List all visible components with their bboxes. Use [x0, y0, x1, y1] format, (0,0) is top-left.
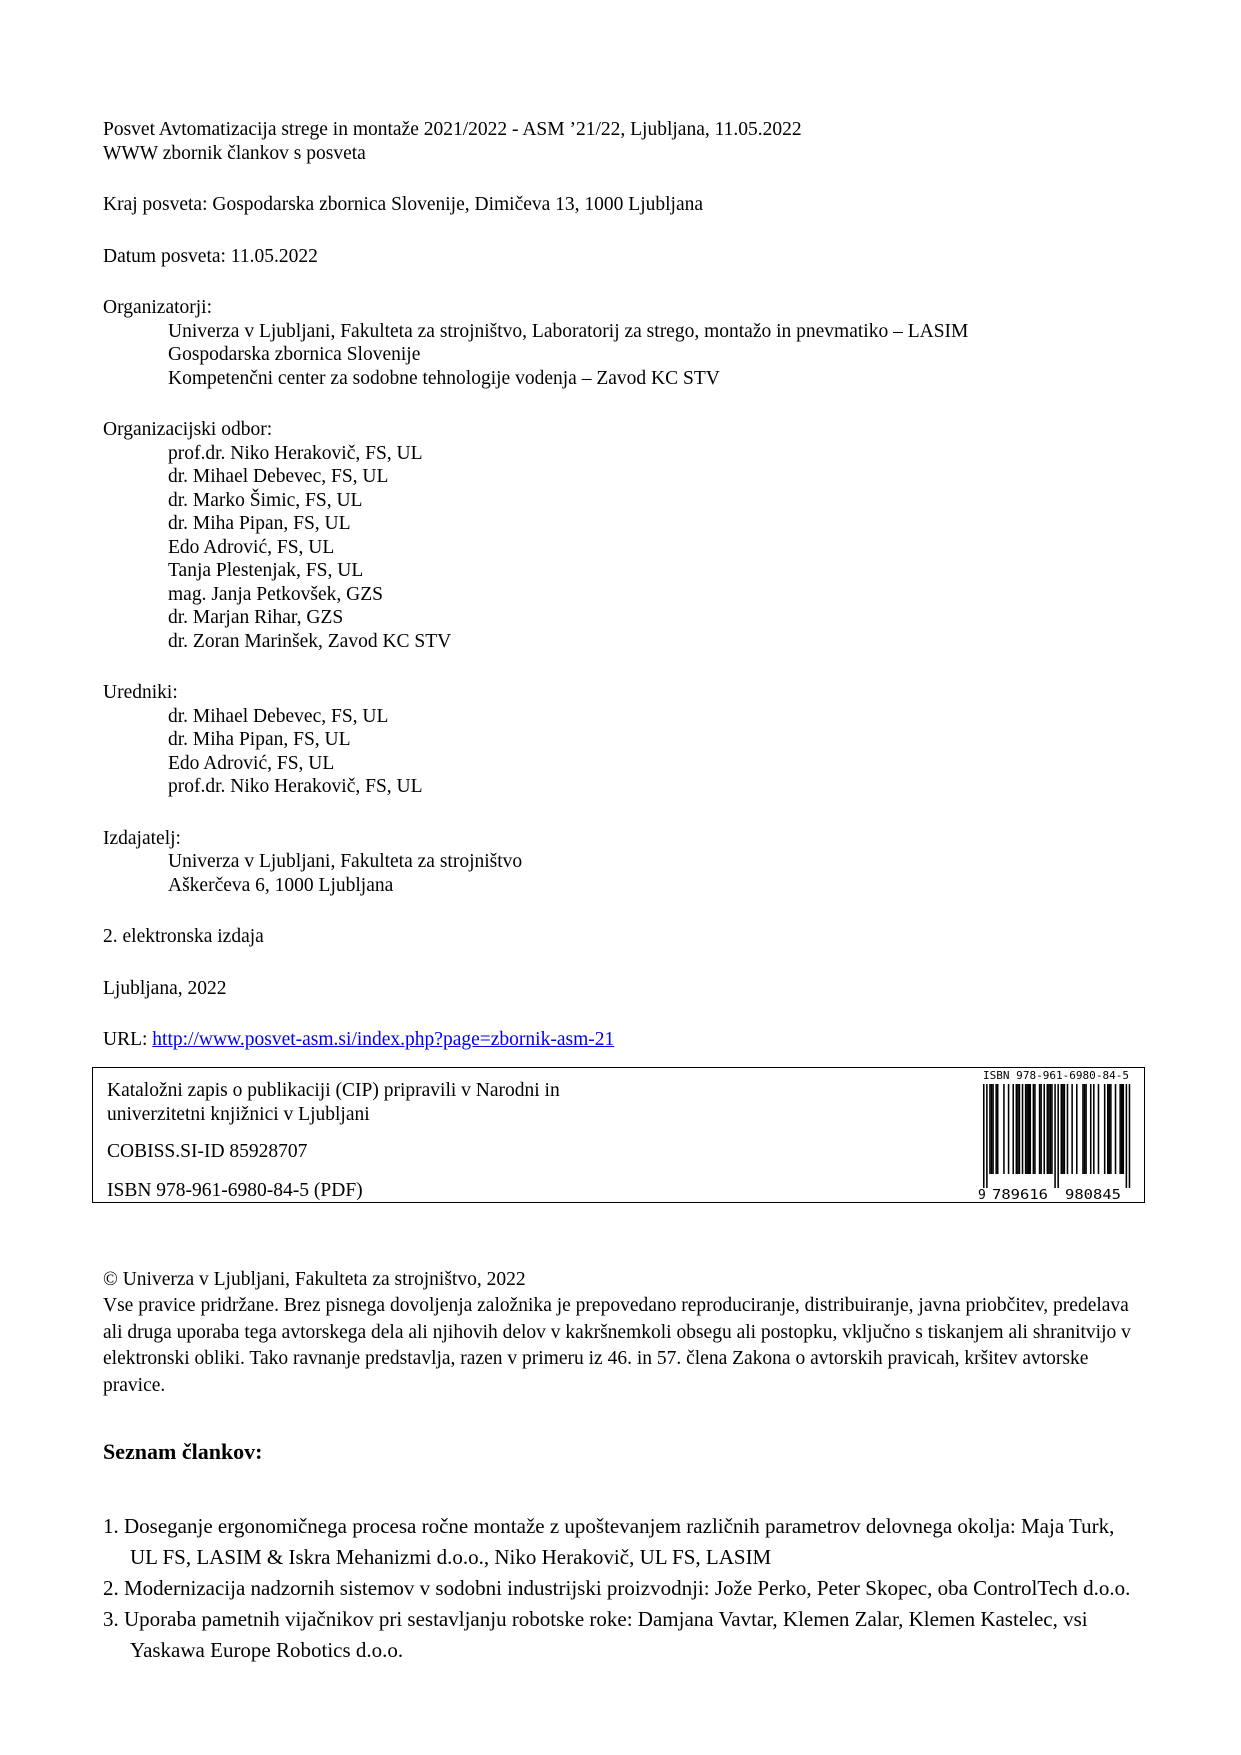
proceedings-url-link[interactable]: http://www.posvet-asm.si/index.php?page=zbornik-asm-21: [152, 1029, 615, 1050]
conference-title: Posvet Avtomatizacija strege in montaže 2021/2022 - ASM ’21/22, Ljubljana, 11.05.2022: [103, 119, 802, 140]
organizers-label: Organizatorji:: [103, 297, 213, 318]
editors-label: Uredniki:: [103, 682, 178, 703]
organizer-item: Gospodarska zbornica Slovenije: [168, 344, 421, 365]
place-year-line: Ljubljana, 2022: [103, 977, 227, 999]
committee-member: Tanja Plestenjak, FS, UL: [168, 560, 364, 581]
venue-line: Kraj posveta: Gospodarska zbornica Slovenije, Dimičeva 13, 1000 Ljubljana: [103, 194, 704, 215]
committee-member: dr. Miha Pipan, FS, UL: [168, 513, 351, 534]
committee-member: dr. Marjan Rihar, GZS: [168, 607, 344, 628]
cip-box: [92, 1067, 1145, 1203]
editor-item: prof.dr. Niko Herakovič, FS, UL: [168, 776, 423, 797]
isbn-line: ISBN 978-961-6980-84-5 (PDF): [107, 1179, 363, 1201]
articles-list: [103, 1511, 1145, 1666]
committee-member: prof.dr. Niko Herakovič, FS, UL: [168, 442, 423, 464]
article-text: Modernizacija nadzornih sistemov v sodobni industrijski proizvodnji: Jože Perko, Peter Skopec, oba ControlTech d.o.o.: [124, 1576, 1131, 1600]
committee-member: dr. Marko Šimic, FS, UL: [168, 489, 363, 511]
publisher-item: Univerza v Ljubljani, Fakulteta za strojništvo: [168, 851, 523, 872]
edition-line: 2. elektronska izdaja: [103, 926, 264, 947]
editor-item: dr. Mihael Debevec, FS, UL: [168, 705, 389, 727]
committee-member: mag. Janja Petkovšek, GZS: [168, 583, 384, 605]
editors-section: [103, 681, 1145, 799]
committee-member: Edo Adrović, FS, UL: [168, 536, 335, 558]
article-number: 1.: [103, 1514, 119, 1538]
copyright-line: © Univerza v Ljubljani, Fakulteta za strojništvo, 2022: [103, 1268, 526, 1290]
publisher-label: Izdajatelj:: [103, 827, 181, 849]
cip-statement: Kataložni zapis o publikaciji (CIP) pripravili v Narodni in univerzitetni knjižnici v Ljubljani: [107, 1079, 560, 1125]
proceedings-subtitle: WWW zbornik člankov s posveta: [103, 142, 366, 164]
article-text: Uporaba pametnih vijačnikov pri sestavljanju robotske roke: Damjana Vavtar, Klemen Zalar, Klemen Kastelec, vsi Yaskawa Europe Robotics d.o.o.: [124, 1607, 1088, 1662]
committee-member: dr. Mihael Debevec, FS, UL: [168, 466, 389, 487]
publisher-section: [103, 827, 1145, 898]
barcode-svg: [978, 1070, 1136, 1202]
rights-paragraph: Vse pravice pridržane. Brez pisnega dovoljenja založnika je prepovedano reproduciranje, distribuiranje, javna priobčitev, predelava ali druga uporaba tega avtorskega dela ali njihovih delov v kakršnemkoli obsegu ali postopku, vključno s tiskanjem ali shranitvijo v elektronski obliki. Tako ravnanje predstavlja, razen v primeru iz 46. in 57. člena Zakona o avtorskih pravicah, kršitev avtorske pravice.: [103, 1295, 1131, 1396]
article-number: 3.: [103, 1607, 119, 1631]
article-number: 2.: [103, 1576, 119, 1600]
barcode-digits-left: 789616: [992, 1187, 1048, 1202]
isbn-barcode: [978, 1070, 1136, 1202]
url-line: [103, 1028, 1145, 1052]
committee-section: [103, 418, 1145, 653]
date-line: Datum posveta: 11.05.2022: [103, 245, 318, 267]
cobiss-id: COBISS.SI-ID 85928707: [107, 1140, 308, 1162]
editor-item: dr. Miha Pipan, FS, UL: [168, 729, 351, 750]
barcode-digits-right: 980845: [1065, 1187, 1121, 1202]
article-item: [103, 1573, 1145, 1604]
copyright-block: [103, 1267, 1145, 1400]
url-label: URL:: [103, 1029, 153, 1050]
editor-item: Edo Adrović, FS, UL: [168, 752, 335, 774]
publisher-item: Aškerčeva 6, 1000 Ljubljana: [168, 874, 394, 896]
organizer-item: Kompetenčni center za sodobne tehnologije vodenja – Zavod KC STV: [168, 367, 720, 389]
organizer-item: Univerza v Ljubljani, Fakulteta za strojništvo, Laboratorij za strego, montažo in pnevmatiko – LASIM: [168, 320, 969, 342]
article-item: [103, 1604, 1145, 1666]
organizers-section: [103, 296, 1145, 390]
barcode-digit-first: 9: [978, 1187, 986, 1202]
barcode-bars: [983, 1084, 1130, 1188]
article-item: [103, 1511, 1145, 1573]
barcode-isbn-label: ISBN 978-961-6980-84-5: [983, 1069, 1129, 1082]
committee-member: dr. Zoran Marinšek, Zavod KC STV: [168, 630, 452, 652]
article-text: Doseganje ergonomičnega procesa ročne montaže z upoštevanjem različnih parametrov delovnega okolja: Maja Turk, UL FS, LASIM & Iskra Mehanizmi d.o.o., Niko Herakovič, UL FS, LASIM: [124, 1514, 1115, 1569]
articles-heading: Seznam člankov:: [103, 1439, 263, 1464]
committee-label: Organizacijski odbor:: [103, 419, 273, 440]
